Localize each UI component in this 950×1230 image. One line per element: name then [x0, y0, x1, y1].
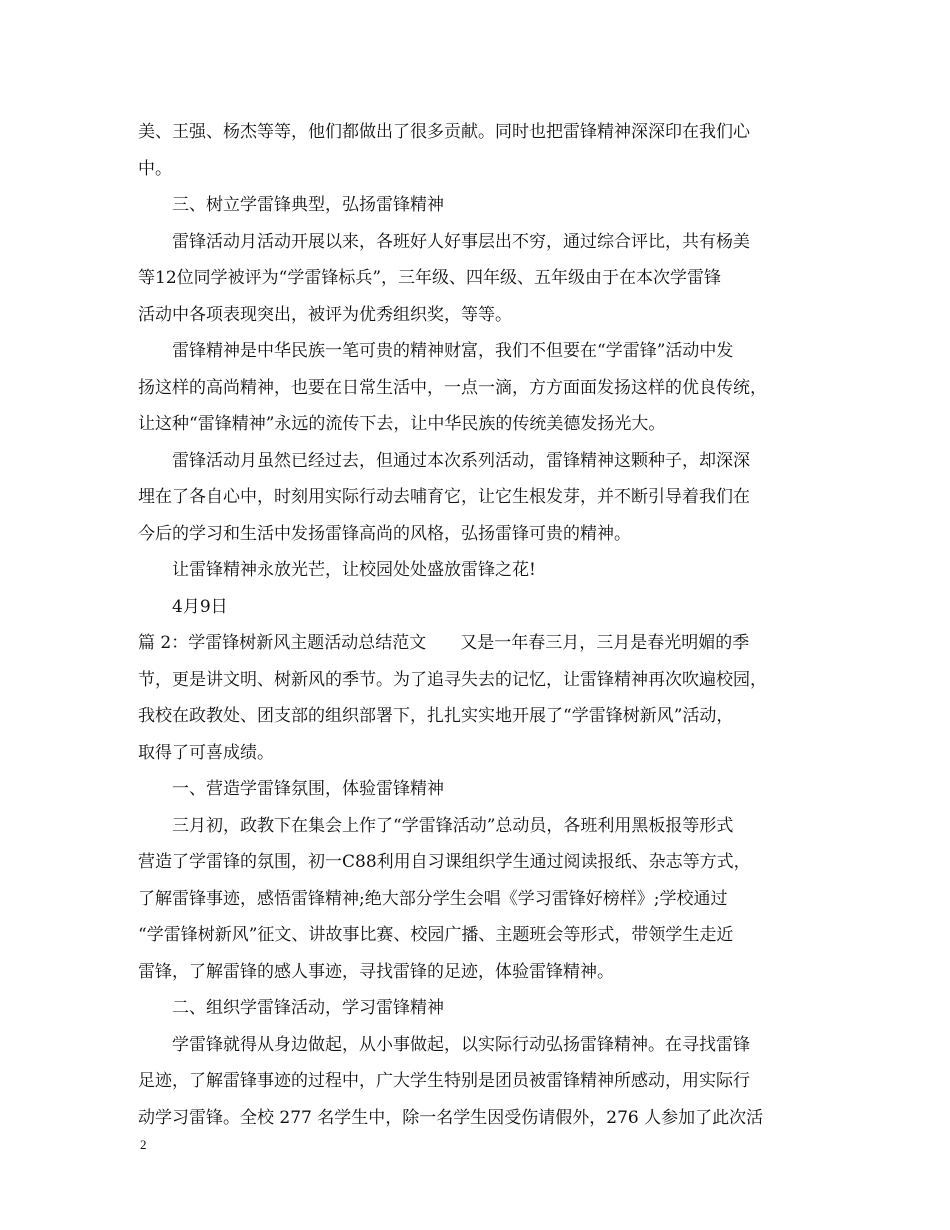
text-line: 等12位同学被评为“学雷锋标兵”，三年级、四年级、五年级由于在本次学雷锋: [138, 268, 722, 288]
text-line: 二、组织学雷锋活动，学习雷锋精神: [172, 998, 444, 1018]
text-line: 营造了学雷锋的氛围，初一C88利用自习课组织学生通过阅读报纸、杂志等方式，: [138, 852, 751, 872]
page-number: 2: [140, 1137, 147, 1152]
text-line: 埋在了各自心中，时刻用实际行动去哺育它，让它生根发芽，并不断引导着我们在: [138, 487, 750, 507]
text-line: 篇 2：学雷锋树新风主题活动总结范文 又是一年春三月，三月是春光明媚的季: [138, 633, 750, 653]
text-line: 今后的学习和生活中发扬雷锋高尚的风格，弘扬雷锋可贵的精神。: [138, 523, 631, 544]
text-line: 三、树立学雷锋典型，弘扬雷锋精神: [172, 195, 444, 215]
text-line: 雷锋活动月虽然已经过去，但通过本次系列活动，雷锋精神这颗种子，却深深: [172, 450, 750, 471]
text-line: 让这种“雷锋精神”永远的流传下去，让中华民族的传统美德发扬光大。: [138, 414, 666, 434]
document-body: [138, 114, 818, 1136]
text-line: 中。: [138, 158, 172, 179]
text-line: 活动中各项表现突出，被评为优秀组织奖，等等。: [138, 304, 512, 325]
text-line: 雷锋，了解雷锋的感人事迹，寻找雷锋的足迹，体验雷锋精神。: [138, 961, 614, 982]
text-line: 一、营造学雷锋氛围，体验雷锋精神: [172, 779, 444, 799]
text-line: 让雷锋精神永放光芒，让校园处处盛放雷锋之花!: [172, 560, 536, 580]
text-line: “学雷锋树新风”征文、讲故事比赛、校园广播、主题班会等形式，带领学生走近: [138, 925, 734, 945]
text-line: 节，更是讲文明、树新风的季节。为了追寻失去的记忆，让雷锋精神再次吹遍校园，: [138, 669, 767, 690]
text-line: 我校在政教处、团支部的组织部署下，扎扎实实地开展了“学雷锋树新风”活动，: [138, 706, 734, 726]
text-line: 雷锋精神是中华民族一笔可贵的精神财富，我们不但要在“学雷锋”活动中发: [172, 341, 734, 361]
text-line: 美、王强、杨杰等等，他们都做出了很多贡献。同时也把雷锋精神深深印在我们心: [138, 122, 750, 142]
text-line: 动学习雷锋。全校 277 名学生中，除一名学生因受伤请假外，276 人参加了此次活: [138, 1107, 764, 1128]
text-line: 雷锋活动月活动开展以来，各班好人好事层出不穷，通过综合评比，共有杨美: [172, 231, 750, 252]
text-line: 足迹，了解雷锋事迹的过程中，广大学生特别是团员被雷锋精神所感动，用实际行: [138, 1071, 750, 1091]
text-line: 了解雷锋事迹，感悟雷锋精神;绝大部分学生会唱《学习雷锋好榜样》;学校通过: [138, 888, 728, 909]
text-line: 三月初，政教下在集会上作了“学雷锋活动”总动员，各班利用黑板报等形式: [172, 815, 734, 836]
text-line: 4月9日: [172, 596, 228, 617]
text-line: 学雷锋就得从身边做起，从小事做起，以实际行动弘扬雷锋精神。在寻找雷锋: [172, 1034, 750, 1055]
text-line: 取得了可喜成绩。: [138, 742, 274, 763]
text-line: 扬这样的高尚精神，也要在日常生活中，一点一滴，方方面面发扬这样的优良传统，: [138, 377, 767, 398]
